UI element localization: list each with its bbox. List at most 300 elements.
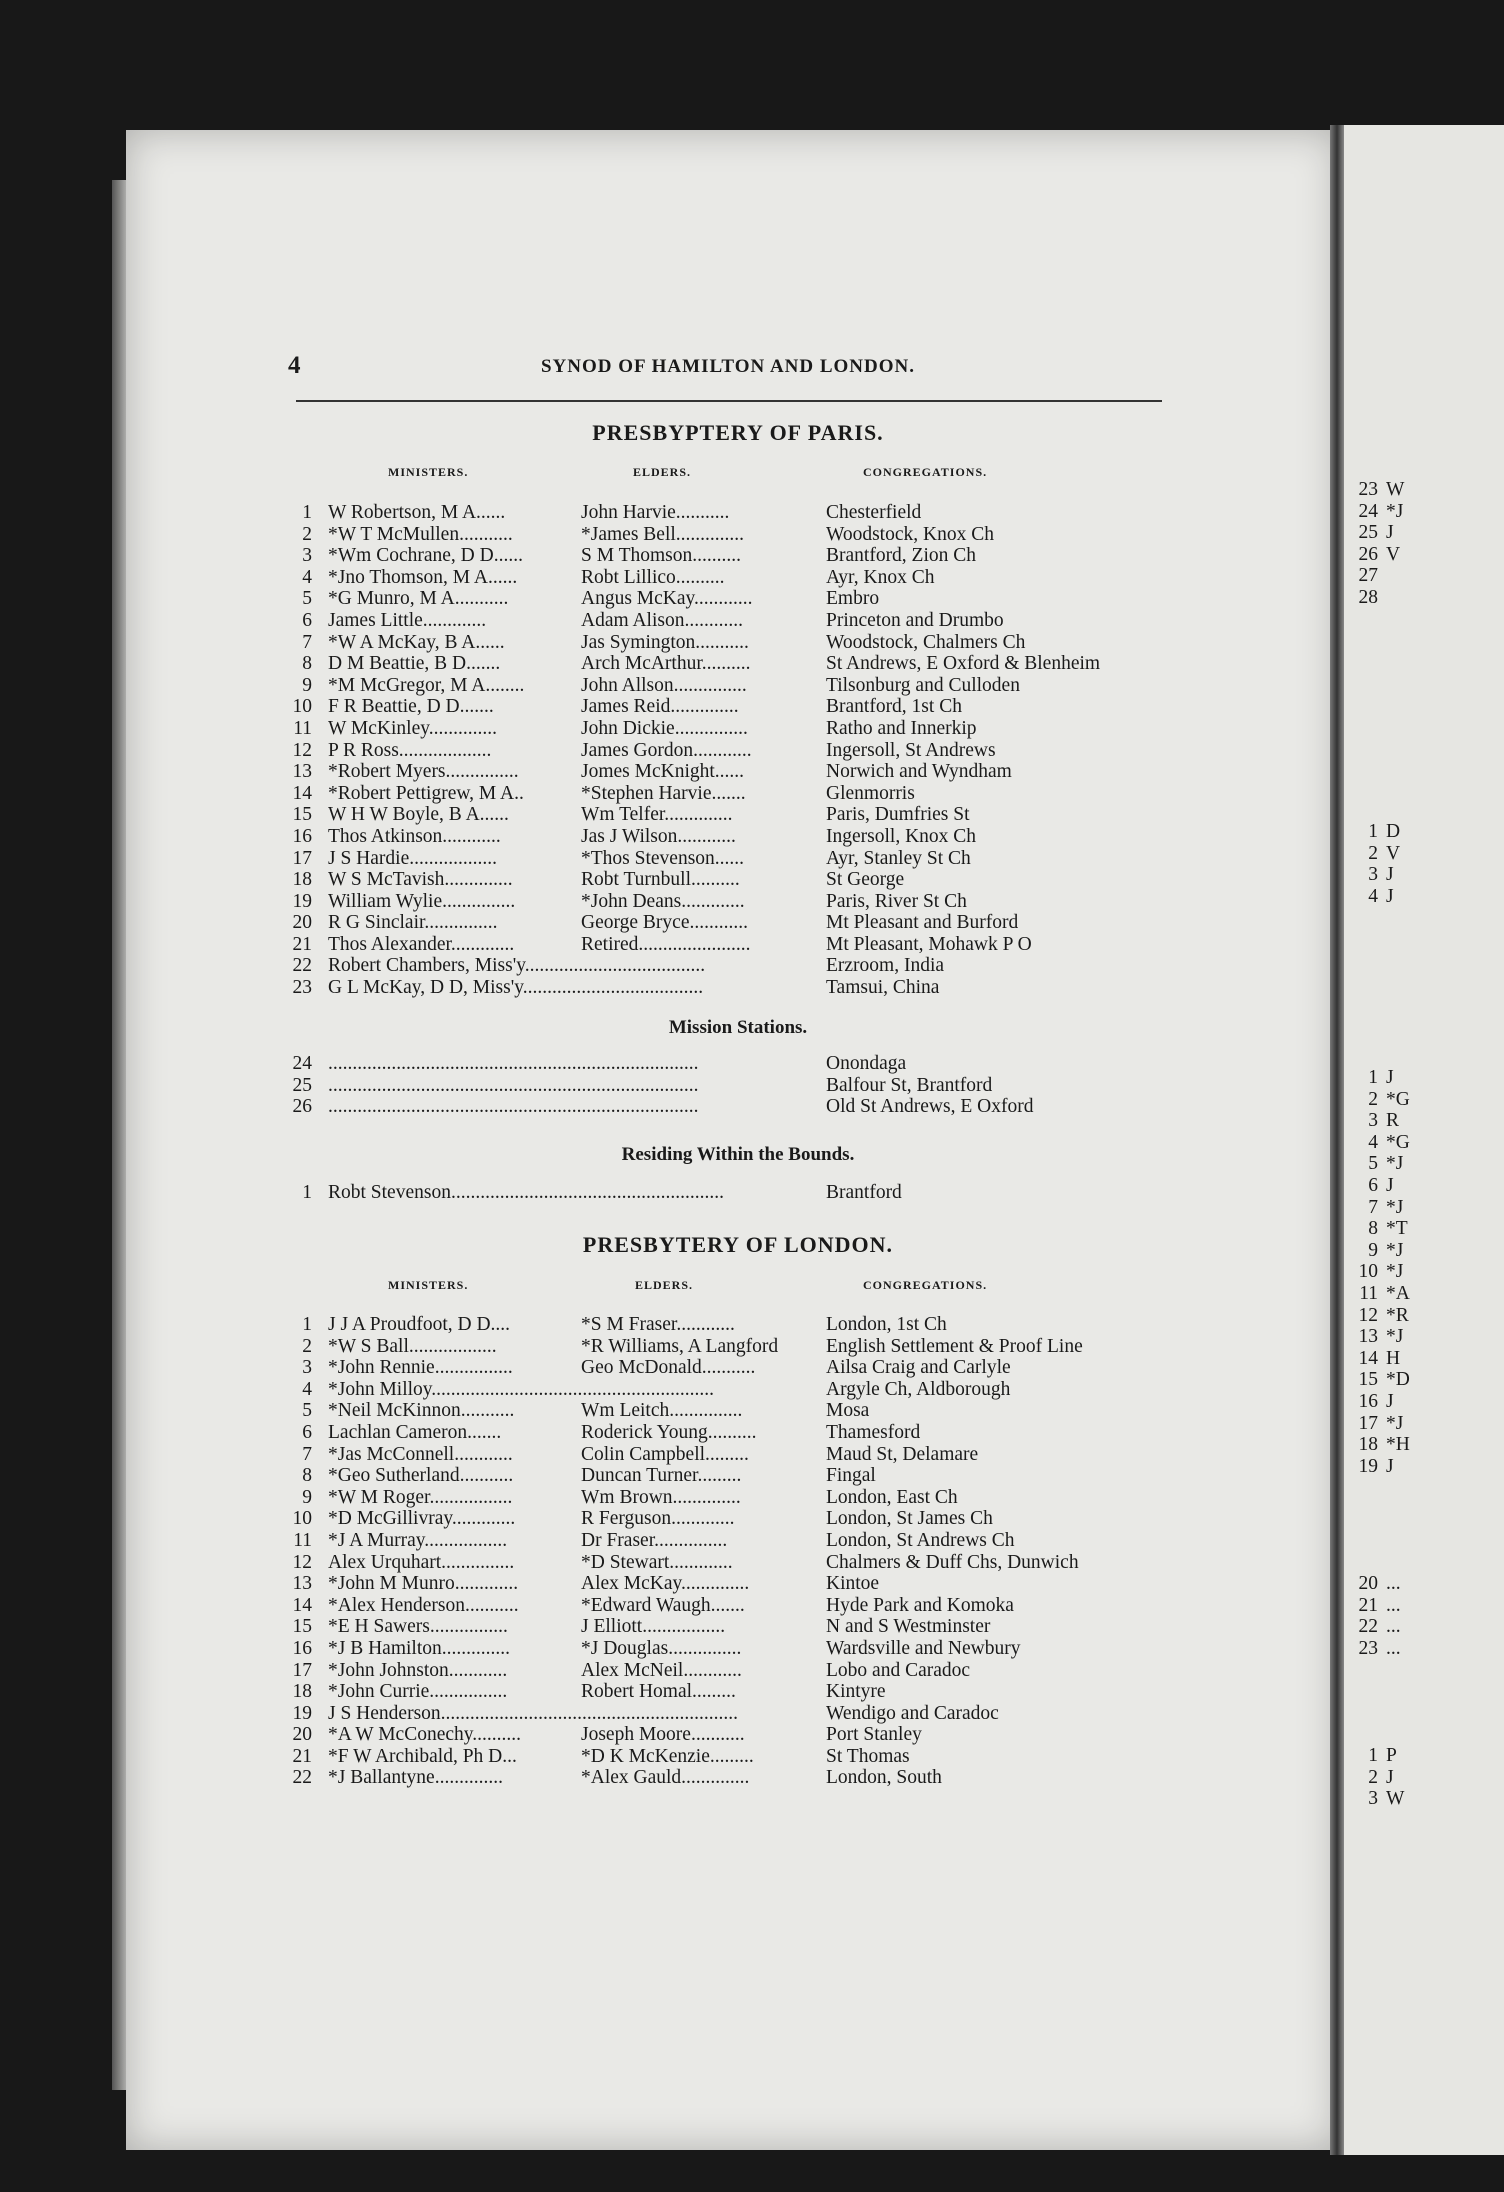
paris-col-ministers: MINISTERS. [388, 465, 469, 479]
row-number: 25 [292, 1074, 312, 1096]
right-page-row [1344, 1067, 1504, 1089]
elder-name: Robt Turnbull.......... [581, 869, 740, 891]
row-number: 9 [302, 1486, 312, 1508]
row-number: 24 [292, 1053, 312, 1074]
row-number: 2 [1368, 842, 1378, 864]
minister-name: *W A McKay, B A...... [328, 631, 505, 653]
elder-name: John Harvie........... [581, 502, 730, 523]
right-page-row [1344, 501, 1504, 523]
row-number: 1 [1368, 1067, 1378, 1088]
row-number: 3 [1368, 1110, 1378, 1132]
elder-name: *D Stewart............. [581, 1551, 733, 1573]
congregation-name: Tamsui, China [826, 977, 940, 999]
right-page-row [1344, 1132, 1504, 1154]
congregation-name: Ailsa Craig and Carlyle [826, 1357, 1011, 1379]
congregation-name: Mosa [826, 1400, 870, 1422]
elder-name: Duncan Turner......... [581, 1465, 742, 1487]
london-title: PRESBYTERY OF LONDON. [582, 1232, 894, 1257]
right-page-row [1344, 1413, 1504, 1435]
congregation-name: Brantford, 1st Ch [826, 696, 962, 718]
row-number: 16 [292, 825, 312, 847]
minister-name: Thos Atkinson............ [328, 825, 501, 847]
row-number: 3 [1368, 864, 1378, 886]
congregation-name: Fingal [826, 1465, 876, 1487]
minister-name: *W S Ball.................. [328, 1335, 497, 1357]
truncated-text: J [1386, 1067, 1394, 1088]
right-page-row [1344, 1616, 1504, 1638]
right-page-row [1344, 1110, 1504, 1132]
congregation-name: Chalmers & Duff Chs, Dunwich [826, 1551, 1079, 1573]
row-number: 11 [293, 717, 312, 739]
table-row [288, 1573, 1188, 1595]
congregation-name: Onondaga [826, 1053, 907, 1074]
row-number: 27 [1358, 565, 1378, 587]
right-page-row [1344, 1305, 1504, 1327]
truncated-text: H [1386, 1347, 1401, 1369]
paris-col-congregations: CONGREGATIONS. [863, 465, 988, 479]
row-number: 16 [292, 1637, 312, 1659]
congregation-name: Woodstock, Chalmers Ch [826, 631, 1026, 653]
elder-name: Angus McKay............ [581, 588, 753, 610]
row-number: 4 [1368, 885, 1378, 907]
right-page-row [1344, 1595, 1504, 1617]
page-number: 4 [288, 352, 301, 379]
minister-name: W S McTavish.............. [328, 869, 513, 891]
row-number: 12 [1358, 1304, 1378, 1326]
truncated-text: *R [1386, 1304, 1409, 1326]
mission-row [288, 1053, 1188, 1075]
row-number: 4 [302, 1378, 312, 1400]
row-number: 4 [1368, 1131, 1378, 1153]
london-col-ministers: MINISTERS. [388, 1278, 469, 1292]
elder-name: Alex McNeil............ [581, 1659, 742, 1681]
paris-col-elders: ELDERS. [633, 465, 692, 479]
table-row [288, 977, 1188, 999]
truncated-text: W [1386, 1788, 1405, 1810]
elder-name: Jas J Wilson............ [581, 825, 736, 847]
table-row [288, 653, 1188, 675]
table-row [288, 632, 1188, 654]
elder-name: Wm Leitch............... [581, 1400, 743, 1422]
table-row [288, 1530, 1188, 1552]
elder-name: Wm Telfer.............. [581, 804, 733, 826]
minister-name: *A W McConechy.......... [328, 1724, 522, 1746]
row-number: 16 [1358, 1390, 1378, 1412]
leader-dots: ............................................................................ [328, 1074, 699, 1096]
row-number: 25 [1358, 522, 1378, 544]
congregation-name: St George [826, 869, 905, 891]
truncated-text: J [1386, 864, 1394, 886]
london-col-elders: ELDERS. [635, 1278, 694, 1292]
truncated-text: *J [1386, 1412, 1404, 1434]
table-row [288, 1400, 1188, 1422]
congregation-name: London, St Andrews Ch [826, 1529, 1015, 1551]
row-number: 10 [292, 696, 312, 718]
row-number: 18 [292, 1681, 312, 1703]
truncated-text: *G [1386, 1131, 1410, 1153]
elder-name: *D K McKenzie......... [581, 1745, 754, 1767]
congregation-name: Embro [826, 588, 880, 610]
elder-name: J Elliott................. [581, 1616, 726, 1638]
row-number: 2 [1368, 1088, 1378, 1110]
row-number: 3 [302, 545, 312, 567]
table-row [288, 1724, 1188, 1746]
congregation-name: Brantford, Zion Ch [826, 545, 977, 567]
row-number: 17 [292, 847, 312, 869]
right-page-row [1344, 1283, 1504, 1305]
table-row [288, 869, 1188, 891]
book-gutter [1330, 125, 1344, 2155]
minister-name: Robt Stevenson........................................................ [328, 1182, 724, 1203]
elder-name: Retired....................... [581, 933, 751, 955]
congregation-name: London, South [826, 1767, 942, 1789]
right-page-row [1344, 1745, 1504, 1767]
row-number: 10 [1358, 1261, 1378, 1283]
row-number: 7 [302, 631, 312, 653]
congregation-name: London, East Ch [826, 1486, 958, 1508]
truncated-text: ... [1386, 1573, 1401, 1594]
row-number: 21 [1358, 1594, 1378, 1616]
minister-name: J J A Proudfoot, D D.... [328, 1314, 511, 1335]
table-row [288, 912, 1188, 934]
truncated-text: *J [1386, 1196, 1404, 1218]
congregation-name: London, St James Ch [826, 1508, 993, 1530]
truncated-text: ... [1386, 1616, 1401, 1638]
row-number: 18 [292, 869, 312, 891]
right-page-row [1344, 1348, 1504, 1370]
minister-name: *M McGregor, M A........ [328, 674, 525, 696]
table-row [288, 891, 1188, 913]
congregation-name: Thamesford [826, 1421, 921, 1443]
minister-name: R G Sinclair............... [328, 912, 498, 934]
truncated-text: *H [1386, 1434, 1410, 1456]
row-number: 3 [302, 1357, 312, 1379]
row-number: 11 [1359, 1282, 1378, 1304]
minister-name: *John Milloy.......................................................... [328, 1378, 715, 1400]
row-number: 10 [292, 1508, 312, 1530]
table-row [288, 761, 1188, 783]
paris-rows [288, 502, 1188, 999]
table-row [288, 502, 1188, 524]
row-number: 17 [1358, 1412, 1378, 1434]
right-group-c [1344, 1067, 1504, 1477]
row-number: 15 [1358, 1369, 1378, 1391]
table-row [288, 718, 1188, 740]
congregation-name: Ingersoll, Knox Ch [826, 825, 977, 847]
minister-name: F R Beattie, D D....... [328, 696, 494, 718]
right-group-e [1344, 1745, 1504, 1810]
table-row [288, 1422, 1188, 1444]
table-row [288, 1703, 1188, 1725]
elder-name: S M Thomson.......... [581, 545, 741, 567]
congregation-name: St Thomas [826, 1745, 910, 1767]
elder-name: *John Deans............. [581, 890, 745, 912]
right-page-row [1344, 843, 1504, 865]
truncated-text: J [1386, 1766, 1394, 1788]
truncated-text: *G [1386, 1088, 1410, 1110]
row-number: 18 [1358, 1434, 1378, 1456]
minister-name: *W T McMullen........... [328, 523, 513, 545]
congregation-name: Argyle Ch, Aldborough [826, 1378, 1011, 1400]
minister-name: *Neil McKinnon........... [328, 1400, 515, 1422]
elder-name: R Ferguson............. [581, 1508, 735, 1530]
elder-name: *R Williams, A Langford [581, 1335, 779, 1357]
truncated-text: ... [1386, 1637, 1401, 1659]
row-number: 19 [1358, 1455, 1378, 1477]
elder-name: Joseph Moore........... [581, 1724, 745, 1746]
row-number: 14 [1358, 1347, 1378, 1369]
right-page-row [1344, 1175, 1504, 1197]
truncated-text: *J [1386, 1153, 1404, 1175]
table-row [288, 1379, 1188, 1401]
truncated-text: J [1386, 1455, 1394, 1477]
right-page-row [1344, 1197, 1504, 1219]
minister-name: W Robertson, M A...... [328, 502, 506, 523]
elder-name: *J Douglas............... [581, 1637, 742, 1659]
congregation-name: Paris, River St Ch [826, 890, 967, 912]
right-page-row [1344, 821, 1504, 843]
minister-name: P R Ross................... [328, 739, 492, 761]
minister-name: *E H Sawers................ [328, 1616, 508, 1638]
row-number: 6 [302, 609, 312, 631]
row-number: 13 [292, 761, 312, 783]
right-page-row [1344, 1089, 1504, 1111]
truncated-text: V [1386, 543, 1401, 565]
minister-name: *John Rennie................ [328, 1357, 513, 1379]
right-page-row [1344, 1153, 1504, 1175]
elder-name: Dr Fraser............... [581, 1529, 728, 1551]
minister-name: *J A Murray................. [328, 1529, 508, 1551]
table-row [288, 1595, 1188, 1617]
congregation-name: Ratho and Innerkip [826, 717, 977, 739]
table-row [288, 524, 1188, 546]
elder-name: Geo McDonald........... [581, 1357, 756, 1379]
minister-name: *W M Roger................. [328, 1486, 513, 1508]
row-number: 24 [1358, 500, 1378, 522]
row-number: 11 [293, 1529, 312, 1551]
congregation-name: Norwich and Wyndham [826, 761, 1012, 783]
row-number: 14 [292, 1594, 312, 1616]
minister-name: *Alex Henderson........... [328, 1594, 519, 1616]
table-row [288, 783, 1188, 805]
congregation-name: Mt Pleasant, Mohawk P O [826, 933, 1032, 955]
leader-dots: ............................................................................ [328, 1053, 699, 1074]
row-number: 26 [292, 1096, 312, 1118]
row-number: 1 [1368, 821, 1378, 842]
congregation-name: London, 1st Ch [826, 1314, 947, 1335]
leader-dots: ............................................................................ [328, 1096, 699, 1118]
table-row [288, 1314, 1188, 1336]
row-number: 22 [292, 955, 312, 977]
residing-row [288, 1182, 1188, 1204]
minister-name: *Wm Cochrane, D D...... [328, 545, 523, 567]
row-number: 9 [1368, 1239, 1378, 1261]
row-number: 12 [292, 1551, 312, 1573]
table-row [288, 1357, 1188, 1379]
row-number: 2 [1368, 1766, 1378, 1788]
row-number: 5 [302, 588, 312, 610]
row-number: 7 [1368, 1196, 1378, 1218]
congregation-name: Ayr, Knox Ch [826, 566, 935, 588]
row-number: 23 [1358, 1637, 1378, 1659]
truncated-text: *T [1386, 1218, 1408, 1240]
right-page-row [1344, 1767, 1504, 1789]
elder-name: Colin Campbell......... [581, 1443, 749, 1465]
table-row [288, 934, 1188, 956]
right-page-row [1344, 1456, 1504, 1478]
minister-name: *John Currie................ [328, 1681, 508, 1703]
elder-name: Robert Homal......... [581, 1681, 736, 1703]
elder-name: Jas Symington........... [581, 631, 749, 653]
row-number: 26 [1358, 543, 1378, 565]
table-row [288, 1552, 1188, 1574]
elder-name: Arch McArthur.......... [581, 653, 751, 675]
row-number: 6 [1368, 1174, 1378, 1196]
table-row [288, 1767, 1188, 1789]
minister-name: *F W Archibald, Ph D... [328, 1745, 517, 1767]
minister-name: *J B Hamilton.............. [328, 1637, 511, 1659]
minister-name: William Wylie............... [328, 890, 516, 912]
table-row [288, 545, 1188, 567]
congregation-name: Wendigo and Caradoc [826, 1702, 999, 1724]
right-group-a [1344, 479, 1504, 609]
row-number: 7 [302, 1443, 312, 1465]
truncated-text: J [1386, 522, 1394, 544]
right-page-row [1344, 522, 1504, 544]
mission-rows [288, 1053, 1188, 1118]
row-number: 23 [1358, 479, 1378, 500]
table-row [288, 848, 1188, 870]
minister-name: *J Ballantyne.............. [328, 1767, 503, 1789]
table-row [288, 675, 1188, 697]
congregation-name: Mt Pleasant and Burford [826, 912, 1019, 934]
congregation-name: Woodstock, Knox Ch [826, 523, 994, 545]
congregation-name: N and S Westminster [826, 1616, 991, 1638]
row-number: 5 [302, 1400, 312, 1422]
table-row [288, 826, 1188, 848]
congregation-name: Brantford [826, 1182, 902, 1203]
minister-name: *Jno Thomson, M A...... [328, 566, 518, 588]
right-page-row [1344, 1638, 1504, 1660]
row-number: 2 [302, 523, 312, 545]
minister-name: *D McGillivray............. [328, 1508, 516, 1530]
truncated-text: *J [1386, 500, 1404, 522]
minister-name: J S Hardie.................. [328, 847, 497, 869]
row-number: 20 [1358, 1573, 1378, 1594]
elder-name: Alex McKay.............. [581, 1573, 750, 1595]
header-title: SYNOD OF HAMILTON AND LONDON. [540, 356, 916, 377]
table-row [288, 610, 1188, 632]
mission-row [288, 1075, 1188, 1097]
truncated-text: W [1386, 479, 1405, 500]
congregation-name: Princeton and Drumbo [826, 609, 1004, 631]
residing-rows [288, 1182, 1188, 1204]
congregation-name: Glenmorris [826, 782, 915, 804]
row-number: 23 [292, 977, 312, 999]
row-number: 22 [1358, 1616, 1378, 1638]
table-row [288, 1508, 1188, 1530]
minister-name: W H W Boyle, B A...... [328, 804, 509, 826]
congregation-name: Old St Andrews, E Oxford [826, 1096, 1034, 1118]
row-number: 1 [302, 502, 312, 523]
row-number: 15 [292, 804, 312, 826]
mission-stations-title: Mission Stations. [668, 1017, 808, 1038]
row-number: 3 [1368, 1788, 1378, 1810]
right-page-row [1344, 1240, 1504, 1262]
row-number: 17 [292, 1659, 312, 1681]
table-row [288, 1746, 1188, 1768]
row-number: 15 [292, 1616, 312, 1638]
row-number: 21 [292, 1745, 312, 1767]
truncated-text: *D [1386, 1369, 1410, 1391]
elder-name: Roderick Young.......... [581, 1421, 757, 1443]
truncated-text: *J [1386, 1326, 1404, 1348]
truncated-text: J [1386, 885, 1394, 907]
row-number: 1 [1368, 1745, 1378, 1766]
elder-name: George Bryce............ [581, 912, 748, 934]
truncated-text: ... [1386, 1594, 1401, 1616]
right-page-row [1344, 587, 1504, 609]
congregation-name: English Settlement & Proof Line [826, 1335, 1083, 1357]
elder-name: *Stephen Harvie....... [581, 782, 746, 804]
right-page-row [1344, 544, 1504, 566]
row-number: 20 [292, 1724, 312, 1746]
row-number: 1 [302, 1314, 312, 1335]
right-page-row [1344, 1326, 1504, 1348]
minister-name: D M Beattie, B D....... [328, 653, 501, 675]
truncated-text: *J [1386, 1261, 1404, 1283]
row-number: 21 [292, 933, 312, 955]
table-row [288, 588, 1188, 610]
elder-name: *Edward Waugh....... [581, 1594, 745, 1616]
minister-name: *Robert Myers............... [328, 761, 519, 783]
elder-name: *Alex Gauld.............. [581, 1767, 750, 1789]
truncated-text: D [1386, 821, 1401, 842]
right-page-row [1344, 886, 1504, 908]
table-row [288, 804, 1188, 826]
running-head [288, 352, 1168, 382]
elder-name: James Gordon............ [581, 739, 752, 761]
congregation-name: Paris, Dumfries St [826, 804, 970, 826]
elder-name: John Allson............... [581, 674, 747, 696]
right-group-b [1344, 821, 1504, 907]
elder-name: *James Bell.............. [581, 523, 745, 545]
minister-name: *John M Munro............. [328, 1573, 519, 1595]
minister-name: J S Henderson............................................................. [328, 1702, 739, 1724]
minister-name: W McKinley.............. [328, 717, 497, 739]
london-rows [288, 1314, 1188, 1789]
minister-name: *Jas McConnell............ [328, 1443, 513, 1465]
minister-name: G L McKay, D D, Miss'y..................................... [328, 977, 704, 999]
mission-row [288, 1096, 1188, 1118]
table-row [288, 955, 1188, 977]
right-page-row [1344, 1218, 1504, 1240]
right-page-row [1344, 1434, 1504, 1456]
residing-title: Residing Within the Bounds. [621, 1144, 855, 1165]
minister-name: Alex Urquhart............... [328, 1551, 515, 1573]
row-number: 8 [302, 1465, 312, 1487]
congregation-name: Hyde Park and Komoka [826, 1594, 1014, 1616]
row-number: 5 [1368, 1153, 1378, 1175]
right-page-row [1344, 1261, 1504, 1283]
congregation-name: Port Stanley [826, 1724, 922, 1746]
right-page-row [1344, 479, 1504, 501]
table-row [288, 1465, 1188, 1487]
london-col-congregations: CONGREGATIONS. [863, 1278, 988, 1292]
congregation-name: Maud St, Delamare [826, 1443, 979, 1465]
truncated-text: R [1386, 1110, 1400, 1132]
minister-name: Thos Alexander............. [328, 933, 515, 955]
